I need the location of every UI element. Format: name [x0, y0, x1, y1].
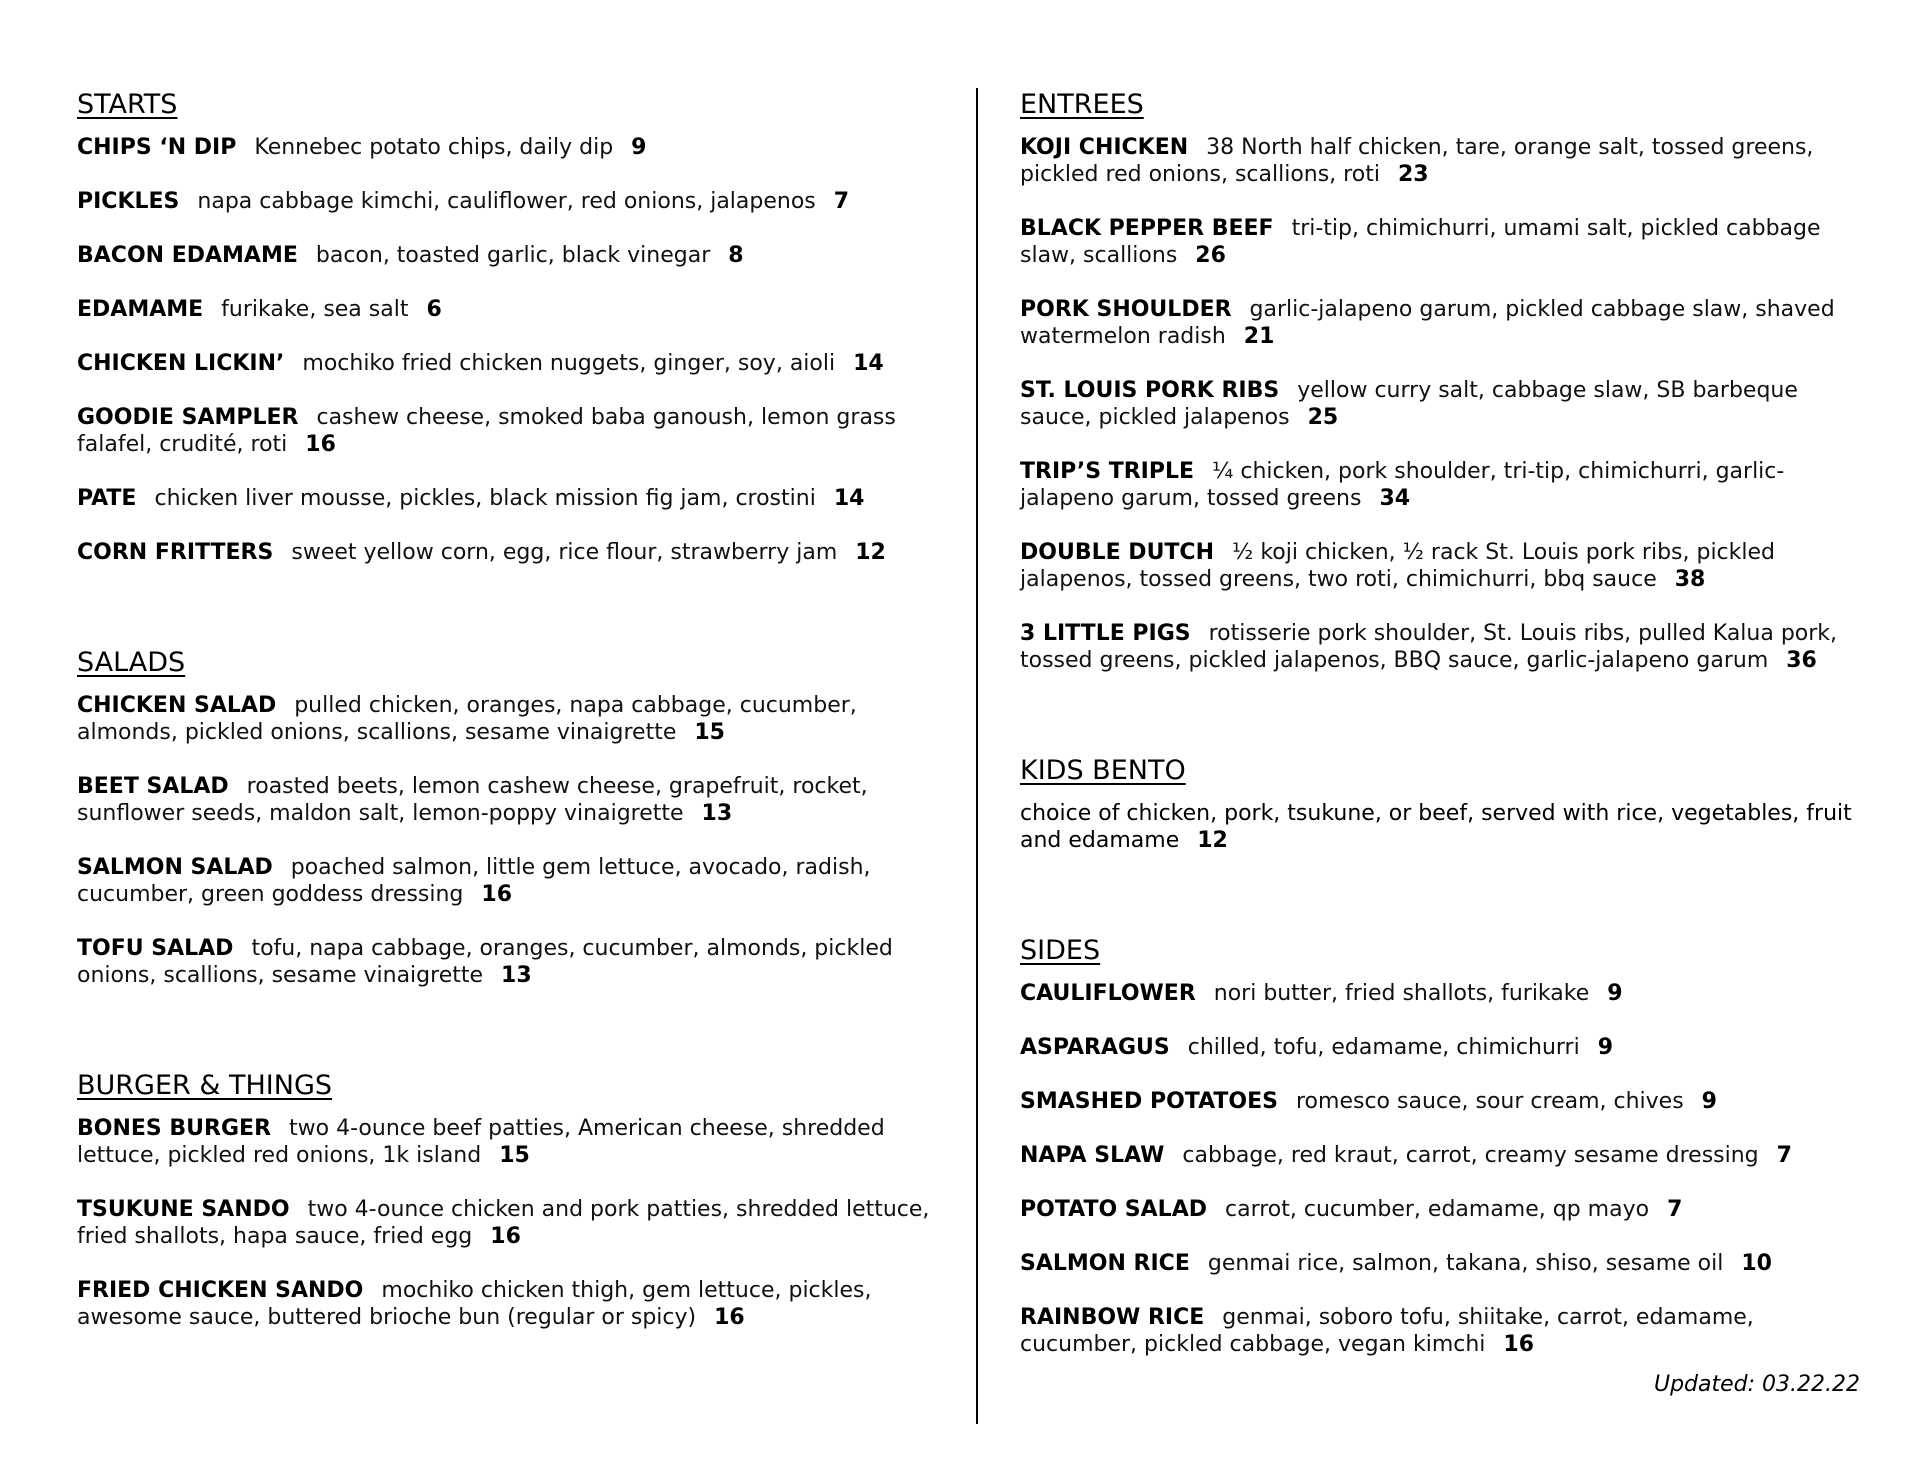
item-name: DOUBLE DUTCH: [1020, 540, 1214, 565]
menu-item: [77, 1115, 937, 1169]
item-price: 16: [490, 1224, 521, 1249]
item-name: POTATO SALAD: [1020, 1197, 1207, 1222]
item-name: SALMON SALAD: [77, 855, 273, 880]
item-price: 26: [1195, 243, 1226, 268]
item-name: CHIPS ‘N DIP: [77, 135, 237, 160]
item-description: furikake, sea salt: [221, 297, 409, 322]
item-description: roasted beets, lemon cashew cheese, grapefruit, rocket, sunflower seeds, maldon salt, lemon-poppy vinaigrette: [77, 774, 868, 826]
item-description: rotisserie pork shoulder, St. Louis ribs, pulled Kalua pork, tossed greens, pickled jalapenos, BBQ sauce, garlic-jalapeno garum: [1020, 621, 1838, 673]
section-description: [1020, 800, 1860, 854]
right-column: [1020, 86, 1860, 1436]
menu-item: [1020, 539, 1860, 593]
menu-item: [77, 404, 937, 458]
section-title: STARTS: [77, 89, 178, 120]
item-description: poached salmon, little gem lettuce, avocado, radish, cucumber, green goddess dressing: [77, 855, 871, 907]
item-description: genmai, soboro tofu, shiitake, carrot, edamame, cucumber, pickled cabbage, vegan kimchi: [1020, 1305, 1754, 1357]
menu-section-salads: [77, 644, 937, 989]
item-price: 14: [833, 486, 865, 511]
item-name: SALMON RICE: [1020, 1251, 1190, 1276]
item-price: 34: [1379, 486, 1411, 511]
item-description: two 4-ounce chicken and pork patties, shredded lettuce, fried shallots, hapa sauce, fried egg: [77, 1197, 930, 1249]
item-name: PATE: [77, 486, 137, 511]
item-description: yellow curry salt, cabbage slaw, SB barbeque sauce, pickled jalapenos: [1020, 378, 1798, 430]
item-price: 13: [701, 801, 733, 826]
menu-section-burger-things: [77, 1067, 937, 1331]
item-price: 16: [1503, 1332, 1535, 1357]
item-price: 38: [1674, 567, 1706, 592]
menu-item: [1020, 1304, 1860, 1358]
item-description: ½ koji chicken, ½ rack St. Louis pork ribs, pickled jalapenos, tossed greens, two roti, chimichurri, bbq sauce: [1020, 540, 1776, 592]
section-title: BURGER & THINGS: [77, 1070, 333, 1101]
item-description: choice of chicken, pork, tsukune, or beef, served with rice, vegetables, fruit and edamame: [1020, 801, 1852, 853]
item-price: 36: [1786, 648, 1817, 673]
item-price: 10: [1741, 1251, 1772, 1276]
menu-item: [1020, 620, 1860, 674]
item-price: 15: [694, 720, 725, 745]
item-description: 38 North half chicken, tare, orange salt, tossed greens, pickled red onions, scallions, roti: [1020, 135, 1814, 187]
item-description: cashew cheese, smoked baba ganoush, lemon grass falafel, crudité, roti: [77, 405, 896, 457]
item-name: BLACK PEPPER BEEF: [1020, 216, 1274, 241]
menu-item: [77, 773, 937, 827]
item-price: 16: [714, 1305, 745, 1330]
menu-section-entrees: [1020, 86, 1860, 674]
menu-section-kids-bento: [1020, 752, 1860, 854]
item-price: 23: [1397, 162, 1429, 187]
item-price: 16: [481, 882, 513, 907]
item-name: ST. LOUIS PORK RIBS: [1020, 378, 1280, 403]
item-description: two 4-ounce beef patties, American cheese, shredded lettuce, pickled red onions, 1k island: [77, 1116, 885, 1168]
menu-item: [77, 485, 937, 512]
item-description: mochiko chicken thigh, gem lettuce, pickles, awesome sauce, buttered brioche bun (regular or spicy): [77, 1278, 872, 1330]
item-description: ¼ chicken, pork shoulder, tri-tip, chimichurri, garlic-jalapeno garum, tossed greens: [1020, 459, 1785, 511]
item-name: SMASHED POTATOES: [1020, 1089, 1278, 1114]
item-price: 9: [1607, 981, 1623, 1006]
item-name: CHICKEN LICKIN’: [77, 351, 285, 376]
item-name: EDAMAME: [77, 297, 204, 322]
item-description: romesco sauce, sour cream, chives: [1296, 1089, 1684, 1114]
item-description: cabbage, red kraut, carrot, creamy sesame dressing: [1182, 1143, 1759, 1168]
item-description: genmai rice, salmon, takana, shiso, sesame oil: [1207, 1251, 1724, 1276]
menu-item: [1020, 1250, 1860, 1277]
item-description: tri-tip, chimichurri, umami salt, pickled cabbage slaw, scallions: [1020, 216, 1821, 268]
menu-item: [1020, 377, 1860, 431]
item-price: 9: [631, 135, 647, 160]
item-description: tofu, napa cabbage, oranges, cucumber, almonds, pickled onions, scallions, sesame vinaigrette: [77, 936, 893, 988]
item-name: FRIED CHICKEN SANDO: [77, 1278, 364, 1303]
item-description: mochiko fried chicken nuggets, ginger, soy, aioli: [302, 351, 836, 376]
item-description: Kennebec potato chips, daily dip: [254, 135, 614, 160]
menu-item: [1020, 215, 1860, 269]
section-title: KIDS BENTO: [1020, 755, 1186, 786]
item-description: chicken liver mousse, pickles, black mission fig jam, crostini: [154, 486, 816, 511]
menu-item: [1020, 296, 1860, 350]
section-title: SALADS: [77, 647, 186, 678]
item-name: TSUKUNE SANDO: [77, 1197, 290, 1222]
item-price: 21: [1243, 324, 1275, 349]
item-price: 7: [1776, 1143, 1792, 1168]
item-name: TRIP’S TRIPLE: [1020, 459, 1195, 484]
menu-item: [1020, 980, 1860, 1007]
item-price: 14: [853, 351, 884, 376]
item-description: carrot, cucumber, edamame, qp mayo: [1225, 1197, 1650, 1222]
item-price: 7: [833, 189, 850, 214]
item-description: pulled chicken, oranges, napa cabbage, cucumber, almonds, pickled onions, scallions, sesame vinaigrette: [77, 693, 857, 745]
item-price: 12: [1197, 828, 1228, 853]
item-name: BONES BURGER: [77, 1116, 272, 1141]
item-name: PORK SHOULDER: [1020, 297, 1232, 322]
menu-item: [77, 296, 937, 323]
menu-item: [1020, 1142, 1860, 1169]
item-description: chilled, tofu, edamame, chimichurri: [1187, 1035, 1580, 1060]
item-price: 25: [1307, 405, 1339, 430]
item-name: CORN FRITTERS: [77, 540, 274, 565]
item-name: KOJI CHICKEN: [1020, 135, 1189, 160]
menu-item: [77, 935, 937, 989]
menu-section-starts: [77, 86, 937, 566]
item-price: 12: [855, 540, 886, 565]
menu-item: [77, 350, 937, 377]
item-description: garlic-jalapeno garum, pickled cabbage slaw, shaved watermelon radish: [1020, 297, 1835, 349]
item-description: sweet yellow corn, egg, rice flour, strawberry jam: [291, 540, 838, 565]
menu-section-sides: [1020, 932, 1860, 1358]
item-price: 15: [499, 1143, 530, 1168]
menu-item: [77, 242, 937, 269]
section-title: ENTREES: [1020, 89, 1144, 120]
item-price: 6: [426, 297, 442, 322]
left-column: [77, 86, 937, 1409]
item-description: napa cabbage kimchi, cauliflower, red onions, jalapenos: [197, 189, 816, 214]
menu-item: [77, 854, 937, 908]
menu-item: [77, 188, 937, 215]
menu-item: [77, 1277, 937, 1331]
item-name: TOFU SALAD: [77, 936, 234, 961]
item-description: nori butter, fried shallots, furikake: [1213, 981, 1590, 1006]
menu-item: [1020, 458, 1860, 512]
item-name: 3 LITTLE PIGS: [1020, 621, 1191, 646]
column-divider: [976, 88, 978, 1424]
item-name: NAPA SLAW: [1020, 1143, 1165, 1168]
menu-item: [77, 134, 937, 161]
updated-date: Updated: 03.22.22: [1653, 1372, 1860, 1397]
item-name: CAULIFLOWER: [1020, 981, 1196, 1006]
menu-item: [1020, 134, 1860, 188]
item-name: BACON EDAMAME: [77, 243, 298, 268]
menu-item: [77, 539, 937, 566]
menu-item: [1020, 1034, 1860, 1061]
item-name: PICKLES: [77, 189, 180, 214]
item-name: RAINBOW RICE: [1020, 1305, 1205, 1330]
item-name: ASPARAGUS: [1020, 1035, 1170, 1060]
item-price: 9: [1701, 1089, 1717, 1114]
item-price: 8: [728, 243, 744, 268]
item-name: CHICKEN SALAD: [77, 693, 277, 718]
section-title: SIDES: [1020, 935, 1101, 966]
item-name: BEET SALAD: [77, 774, 229, 799]
menu-item: [1020, 1088, 1860, 1115]
menu-item: [77, 692, 937, 746]
menu-item: [1020, 1196, 1860, 1223]
item-name: GOODIE SAMPLER: [77, 405, 299, 430]
item-description: bacon, toasted garlic, black vinegar: [315, 243, 711, 268]
item-price: 16: [305, 432, 336, 457]
item-price: 13: [501, 963, 532, 988]
menu-item: [77, 1196, 937, 1250]
item-price: 9: [1597, 1035, 1614, 1060]
item-price: 7: [1667, 1197, 1683, 1222]
